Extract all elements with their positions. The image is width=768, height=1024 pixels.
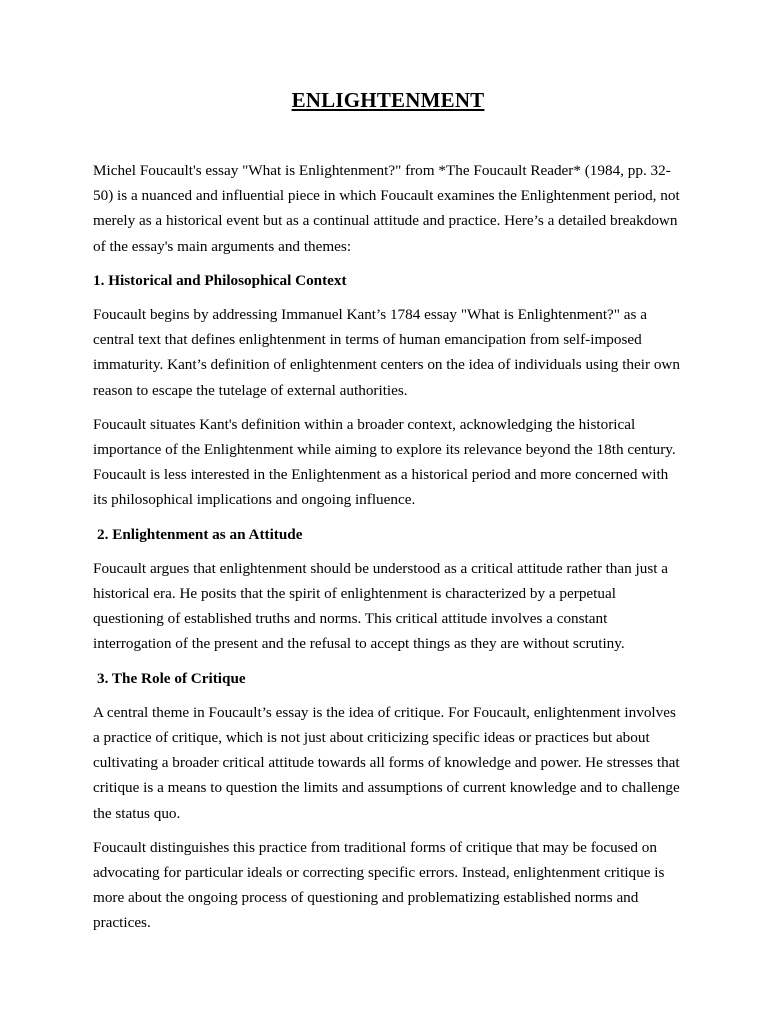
document-title: ENLIGHTENMENT	[291, 88, 485, 112]
paragraph: Foucault situates Kant's definition within a broader context, acknowledging the historical importance of the Enlightenment while aiming to explore its relevance beyond the 18th century. Foucault is less interested in the Enlightenment as a historical period and more concerned with its philosophical implications and ongoing influence.	[93, 415, 676, 509]
section-heading-critique: 3. The Role of Critique	[97, 669, 246, 687]
section-heading-attitude: 2. Enlightenment as an Attitude	[97, 525, 303, 543]
paragraph: Foucault distinguishes this practice from traditional forms of critique that may be focused on advocating for particular ideals or correcting specific errors. Instead, enlightenment critique is more about the ongoing process of questioning and problematizing established norms and practices.	[93, 838, 665, 932]
paragraph: Foucault argues that enlightenment should be understood as a critical attitude rather than just a historical era. He posits that the spirit of enlightenment is characterized by a perpetual questioning of established truths and norms. This critical attitude involves a constant interrogation of the present and the refusal to accept things as they are without scrutiny.	[93, 559, 668, 653]
paragraph: Foucault begins by addressing Immanuel Kant’s 1784 essay "What is Enlightenment?" as a central text that defines enlightenment in terms of human emancipation from self-imposed immaturity. Kant’s definition of enlightenment centers on the idea of individuals using their own reason to escape the tutelage of external authorities.	[93, 306, 680, 399]
intro-paragraph: Michel Foucault's essay "What is Enlightenment?" from *The Foucault Reader* (1984, pp. 32-50) is a nuanced and influential piece in which Foucault examines the Enlightenment period, not merely as a historical event but as a continual attitude and practice. Here’s a detailed breakdown of the essay's main arguments and themes:	[93, 162, 680, 255]
paragraph: A central theme in Foucault’s essay is the idea of critique. For Foucault, enlightenment involves a practice of critique, which is not just about criticizing specific ideas or practices but about cultivating a broader critical attitude towards all forms of knowledge and power. He stresses that critique is a means to question the limits and assumptions of current knowledge and to challenge the status quo.	[93, 703, 680, 822]
document-body	[93, 158, 683, 945]
section-heading-context: 1. Historical and Philosophical Context	[93, 271, 347, 289]
